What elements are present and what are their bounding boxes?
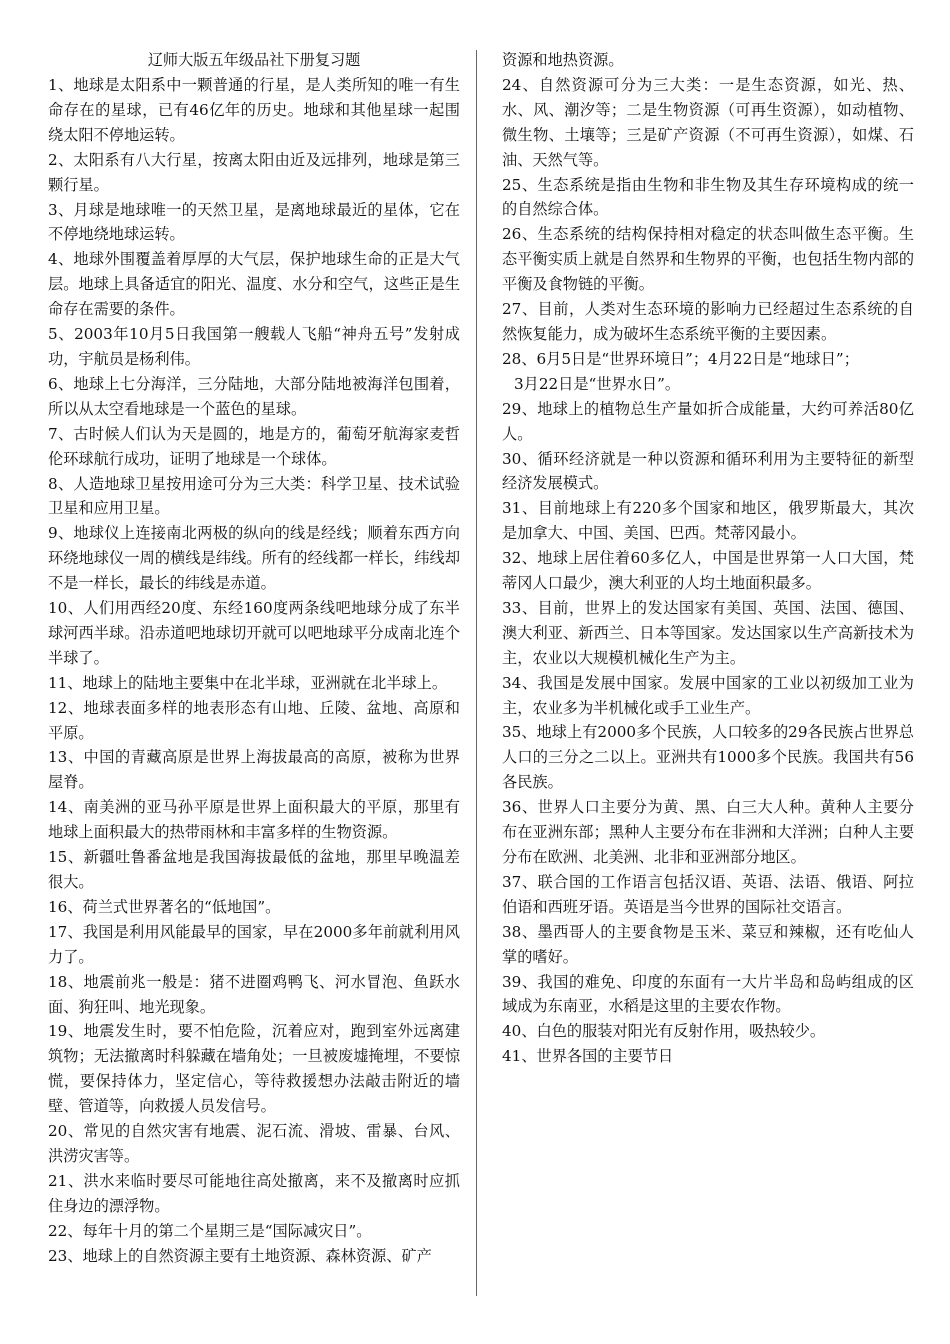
review-item: 15、新疆吐鲁番盆地是我国海拔最低的盆地，那里早晚温差很大。 (48, 848, 460, 891)
review-item: 37、联合国的工作语言包括汉语、英语、法语、俄语、阿拉伯语和西班牙语。英语是当今世界的国际社交语言。 (502, 872, 914, 916)
review-item: 4、地球外围覆盖着厚厚的大气层，保护地球生命的正是大气层。地球上具备适宜的阳光、温度、水分和空气，这些正是生命存在需要的条件。 (48, 250, 460, 319)
review-item: 31、目前地球上有220多个国家和地区，俄罗斯最大，其次是加拿大、中国、美国、巴西。梵蒂冈最小。 (502, 499, 914, 543)
review-item: 26、生态系统的结构保持相对稳定的状态叫做生态平衡。生态平衡实质上就是自然界和生物界的平衡，也包括生物内部的平衡及食物链的平衡。 (502, 225, 914, 294)
review-item: 1、地球是太阳系中一颗普通的行星，是人类所知的唯一有生命存在的星球，已有46亿年的历史。地球和其他星球一起围绕太阳不停地运转。 (48, 76, 460, 144)
review-item: 5、2003年10月5日我国第一艘载人飞船“神舟五号”发射成功，宇航员是杨利伟。 (48, 325, 460, 368)
review-item: 36、世界人口主要分为黄、黑、白三大人种。黄种人主要分布在亚洲东部；黑种人主要分布在非洲和大洋洲；白种人主要分布在欧洲、北美洲、北非和亚洲部分地区。 (502, 798, 914, 866)
review-item: 16、荷兰式世界著名的“低地国”。 (48, 897, 281, 916)
review-item: 39、我国的难免、印度的东面有一大片半岛和岛屿组成的区域成为东南亚，水稻是这里的主要农作物。 (502, 972, 914, 1016)
review-item: 资源和地热资源。 (502, 51, 624, 69)
review-item: 20、常见的自然灾害有地震、泥石流、滑坡、雷暴、台风、洪涝灾害等。 (48, 1122, 460, 1165)
document-title: 辽师大版五年级品社下册复习题 (147, 51, 361, 69)
right-item-list (502, 48, 914, 1069)
review-item: 33、目前，世界上的发达国家有美国、英国、法国、德国、澳大利亚、新西兰、日本等国家。发达国家以生产高新技术为主，农业以大规模机械化生产为主。 (502, 598, 914, 667)
review-item: 10、人们用西经20度、东经160度两条线吧地球分成了东半球河西半球。沿赤道吧地球切开就可以吧地球平分成南北连个半球了。 (48, 599, 460, 667)
review-item: 7、古时候人们认为天是圆的，地是方的，葡萄牙航海家麦哲伦环球航行成功，证明了地球是一个球体。 (48, 424, 460, 468)
review-item: 35、地球上有2000多个民族，人口较多的29各民族占世界总人口的三分之二以上。亚洲共有1000多个民族。我国共有56各民族。 (502, 723, 914, 792)
right-column (502, 48, 914, 1069)
review-item: 9、地球仪上连接南北两极的纵向的线是经线；顺着东西方向环绕地球仪一周的横线是纬线。所有的经线都一样长，纬线却不是一样长，最长的纬线是赤道。 (48, 524, 460, 593)
review-item: 8、人造地球卫星按用途可分为三大类：科学卫星、技术试验卫星和应用卫星。 (48, 474, 460, 518)
review-item: 23、地球上的自然资源主要有土地资源、森林资源、矿产 (48, 1246, 432, 1265)
review-item: 34、我国是发展中国家。发展中国家的工业以初级加工业为主，农业多为半机械化或手工业生产。 (502, 673, 914, 717)
review-item: 32、地球上居住着60多亿人，中国是世界第一人口大国，梵蒂冈人口最少，澳大利亚的人均土地面积最多。 (502, 549, 914, 593)
review-item: 38、墨西哥人的主要食物是玉米、菜豆和辣椒，还有吃仙人掌的嗜好。 (502, 922, 914, 966)
review-item: 3月22日是“世界水日”。 (514, 374, 681, 393)
review-item: 14、南美洲的亚马孙平原是世界上面积最大的平原，那里有地球上面积最大的热带雨林和丰富多样的生物资源。 (48, 798, 460, 842)
column-divider (476, 50, 477, 1296)
review-item: 13、中国的青藏高原是世界上海拔最高的高原，被称为世界屋脊。 (48, 748, 460, 792)
review-item: 27、目前，人类对生态环境的影响力已经超过生态系统的自然恢复能力，成为破坏生态系统平衡的主要因素。 (502, 300, 914, 343)
review-item: 3、月球是地球唯一的天然卫星，是离地球最近的星体，它在不停地绕地球运转。 (48, 200, 460, 244)
review-item: 19、地震发生时，要不怕危险，沉着应对，跑到室外远离建筑物；无法撤离时科躲藏在墙角处；一旦被废墟掩埋，不要惊慌，要保持体力，坚定信心，等待救援想办法敲击附近的墙壁、管道等，向救援人员发信号。 (48, 1022, 460, 1116)
review-item: 6、地球上七分海洋，三分陆地，大部分陆地被海洋包围着，所以从太空看地球是一个蓝色的星球。 (48, 374, 460, 418)
review-item: 22、每年十月的第二个星期三是“国际减灾日”。 (48, 1221, 372, 1240)
document-page (48, 48, 914, 1310)
review-item: 21、洪水来临时要尽可能地往高处撤离，来不及撤离时应抓住身边的漂浮物。 (48, 1171, 460, 1215)
review-item: 12、地球表面多样的地表形态有山地、丘陵、盆地、高原和平原。 (48, 698, 460, 742)
review-item: 2、太阳系有八大行星，按离太阳由近及远排列，地球是第三颗行星。 (48, 150, 460, 194)
review-item: 25、生态系统是指由生物和非生物及其生存环境构成的统一的自然综合体。 (502, 175, 914, 219)
review-item: 17、我国是利用风能最早的国家，早在2000多年前就利用风力了。 (48, 922, 460, 966)
review-item: 18、地震前兆一般是：猪不进圈鸡鸭飞、河水冒泡、鱼跃水面、狗狂叫、地光现象。 (48, 972, 460, 1016)
review-item: 40、白色的服装对阳光有反射作用，吸热较少。 (502, 1022, 826, 1041)
review-item: 28、6月5日是“世界环境日”；4月22日是“地球日”； (502, 349, 859, 368)
review-item: 29、地球上的植物总生产量如折合成能量，大约可养活80亿人。 (502, 399, 914, 443)
left-column (48, 48, 460, 1269)
review-item: 24、自然资源可分为三大类：一是生态资源，如光、热、水、风、潮汐等；二是生物资源（可再生资源），如动植物、微生物、土壤等；三是矿产资源（不可再生资源），如煤、石油、天然气等。 (502, 75, 914, 169)
review-item: 11、地球上的陆地主要集中在北半球，亚洲就在北半球上。 (48, 673, 448, 692)
left-item-list (48, 73, 460, 1269)
review-item: 30、循环经济就是一种以资源和循环利用为主要特征的新型经济发展模式。 (502, 449, 914, 493)
review-item: 41、世界各国的主要节日 (502, 1047, 674, 1066)
